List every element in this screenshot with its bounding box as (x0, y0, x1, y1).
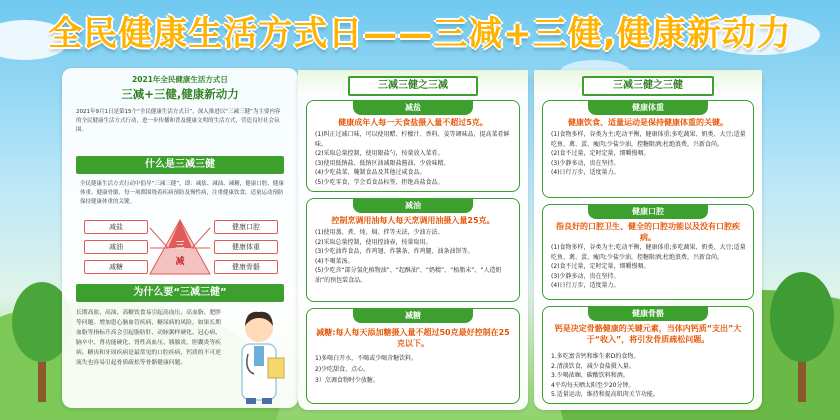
list-item: 1)多喝白开水，不喝或少喝含糖饮料。 (315, 355, 418, 362)
list-item: 3.少喝浓咖、碳酸饮料和酒。 (551, 372, 629, 379)
list-item: 4平均每天晒太阳至少20分钟。 (551, 381, 635, 389)
tab-reduce-oil: 减油 (353, 199, 473, 213)
sugar-lead: 减糖:每人每天添加糖摄入量不超过50克最好控制在25克以下。 (316, 328, 510, 348)
list-item: 2.清淡饮食，减少食盐摄入量。 (551, 362, 635, 370)
list-item: (4)日行万步，适度量力。 (551, 169, 620, 176)
tab-reduce-sugar: 减糖 (353, 309, 473, 323)
right-header: 三减三健之三健 (582, 76, 714, 96)
list-item: (4)不喝菜汤。 (315, 257, 354, 265)
weight-list (551, 130, 747, 178)
tab-healthy-bone: 健康骨骼 (588, 307, 708, 321)
reduce-salt-box: 减盐 (84, 220, 148, 234)
list-item: 3）烹调食物时少放糖。 (315, 377, 379, 384)
what-title-bar: 什么是三减三健 (76, 156, 284, 174)
healthy-bone-box: 健康骨骼 (214, 260, 278, 274)
tab-reduce-salt: 减盐 (353, 101, 473, 115)
oil-lead: 控制烹调用油每人每天烹调用油摄入量25克。 (331, 216, 495, 225)
card-reduce-oil (306, 198, 520, 302)
list-item: 1.多吃富含钙和维生素D的食物。 (551, 353, 640, 360)
card-healthy-oral (542, 204, 754, 300)
tree-icon (770, 272, 834, 402)
oral-list (551, 243, 747, 291)
oil-list (315, 228, 513, 285)
oral-lead: 指良好的口腔卫生、健全的口腔功能以及没有口腔疾病。 (556, 222, 740, 242)
list-item: (2)采取总量控制，使用控油壶，按量取用。 (315, 238, 432, 246)
bone-lead: 钙是决定骨骼健康的关键元素，当体内钙质“支出”大于“收入”，将引发骨质疏松问题。 (554, 324, 742, 344)
list-item: (1)食物多样，谷类为主;吃动平衡，健康体重;多吃蔬果、奶类、大豆;适量吃鱼、禽、蛋、瘦肉;少盐少油，控糖限酒;杜绝浪费，兴新食尚。 (551, 131, 746, 148)
bone-list (551, 352, 747, 400)
list-item: (2)采取总量控制，使用限盐勺，按量放入菜肴。 (315, 150, 444, 157)
card-reduce-sugar (306, 308, 520, 404)
list-item: (3)少静多动，贵在坚持。 (551, 159, 620, 167)
sugar-list (315, 353, 513, 386)
slogan: 三减+三健,健康新动力 (121, 87, 239, 101)
list-item: 2)少吃甜食、点心。 (315, 366, 370, 373)
doctor-illustration (228, 304, 290, 404)
list-item: (5)少吃零食，学会看食品标签，拒绝高盐食品。 (315, 178, 444, 186)
right-panel (534, 70, 762, 410)
list-item: (3)少吃油炸食品，炸鸡翅、炸薯条、炸鸡腿、油条油饼等。 (315, 248, 474, 255)
list-item: (4)日行万步，适度量力。 (551, 282, 620, 289)
list-item: (3)少静多动，贵在坚持。 (551, 272, 620, 280)
salt-list (315, 130, 513, 187)
list-item: (1)纠正过减口味，可以使用醋、柠檬汁、香料、姜等调味品，提高菜肴鲜味。 (315, 131, 510, 148)
healthy-weight-box: 健康体重 (214, 240, 278, 254)
list-item: (3)使用低钠盐、低钠区油减限盐酱油，少放味精。 (315, 159, 450, 167)
reduce-sugar-box: 减糖 (84, 260, 148, 274)
tab-healthy-oral: 健康口腔 (588, 205, 708, 219)
why-text: 长期高盐、高油、高糖饮食易引起高血压、高血脂、肥胖等问题。增加患心脑血管疾病、糖尿病的风险，如果长期血脂等指标升高会引起脂肪肝、动脉粥样硬化、冠心病、脑卒中、肾功能硬化、肾性高血压、胰腺炎、胆囊炎等疾病。糖齿和牙周疾病是最常见的口腔疾病，钙质的不可逆流失也容易引起骨质疏松等骨骼健康问题。 (76, 310, 221, 366)
healthy-oral-box: 健康口腔 (214, 220, 278, 234)
left-panel (62, 68, 298, 408)
weight-lead: 健康饮食、适量运动是保持健康体重的关键。 (568, 118, 728, 127)
list-item: (1)食物多样，谷类为主;吃动平衡，健康体重;多吃蔬果、奶类、大豆;适量吃鱼、禽、蛋、瘦肉;少盐少油，控糖限酒;杜绝浪费，兴新食尚。 (551, 244, 746, 261)
intro-text: 2021年9月1日是第15个“全民健康生活方式日”，深入推进以“三减三健”为主要内容的全民健康生活方式行动，进一步传播和普及健康文明的生活方式，营造良好社会氛围。 (76, 109, 281, 133)
tab-healthy-weight: 健康体重 (588, 101, 708, 115)
list-item: (2)食不过量，定时定量，细嚼慢咽。 (551, 150, 650, 157)
middle-panel (298, 70, 528, 410)
salt-lead: 健康成年人每一天食盐摄入量不超过5克。 (338, 118, 488, 127)
page-title: 全民健康生活方式日——三减+三健,健康新动力 (48, 14, 792, 54)
pyramid-label-bottom: 减 (175, 257, 185, 267)
card-healthy-bone (542, 306, 754, 404)
list-item: (4)少吃盐菜、腌制食品及其他过咸食品。 (315, 169, 426, 176)
what-text: 全民健康生活方式行动中倡导“三减三健”，即：减盐、减油、减糖，健康口腔、健康体重、健康骨骼，每一项都围绕着疾病预防及慢性病，注重健康饮食，适量运动预防保持健康体重的关键。 (80, 181, 284, 205)
reduce-oil-box: 减油 (84, 240, 148, 254)
card-healthy-weight (542, 100, 754, 198)
list-item: (2)食不过量，定时定量，细嚼慢咽。 (551, 263, 650, 270)
list-item: (5)少吃含“部分氢化植物油”、“起酥油”、“奶精”、“植脂末”、“人造奶油”的预包装食品。 (315, 267, 502, 284)
list-item: (1)使用蒸、煮、炖、焖、拌等天法，少油方法。 (315, 229, 444, 236)
why-title-bar: 为什么要“三减三健” (76, 284, 284, 302)
card-reduce-salt (306, 100, 520, 192)
list-item: 5.适量运动，维持和提高肌肉关节功能。 (551, 391, 659, 398)
pyramid-label-top: 三 (175, 241, 185, 251)
year-title: 2021年全民健康生活方式日 (132, 75, 228, 84)
middle-header: 三减三健之三减 (348, 76, 478, 96)
